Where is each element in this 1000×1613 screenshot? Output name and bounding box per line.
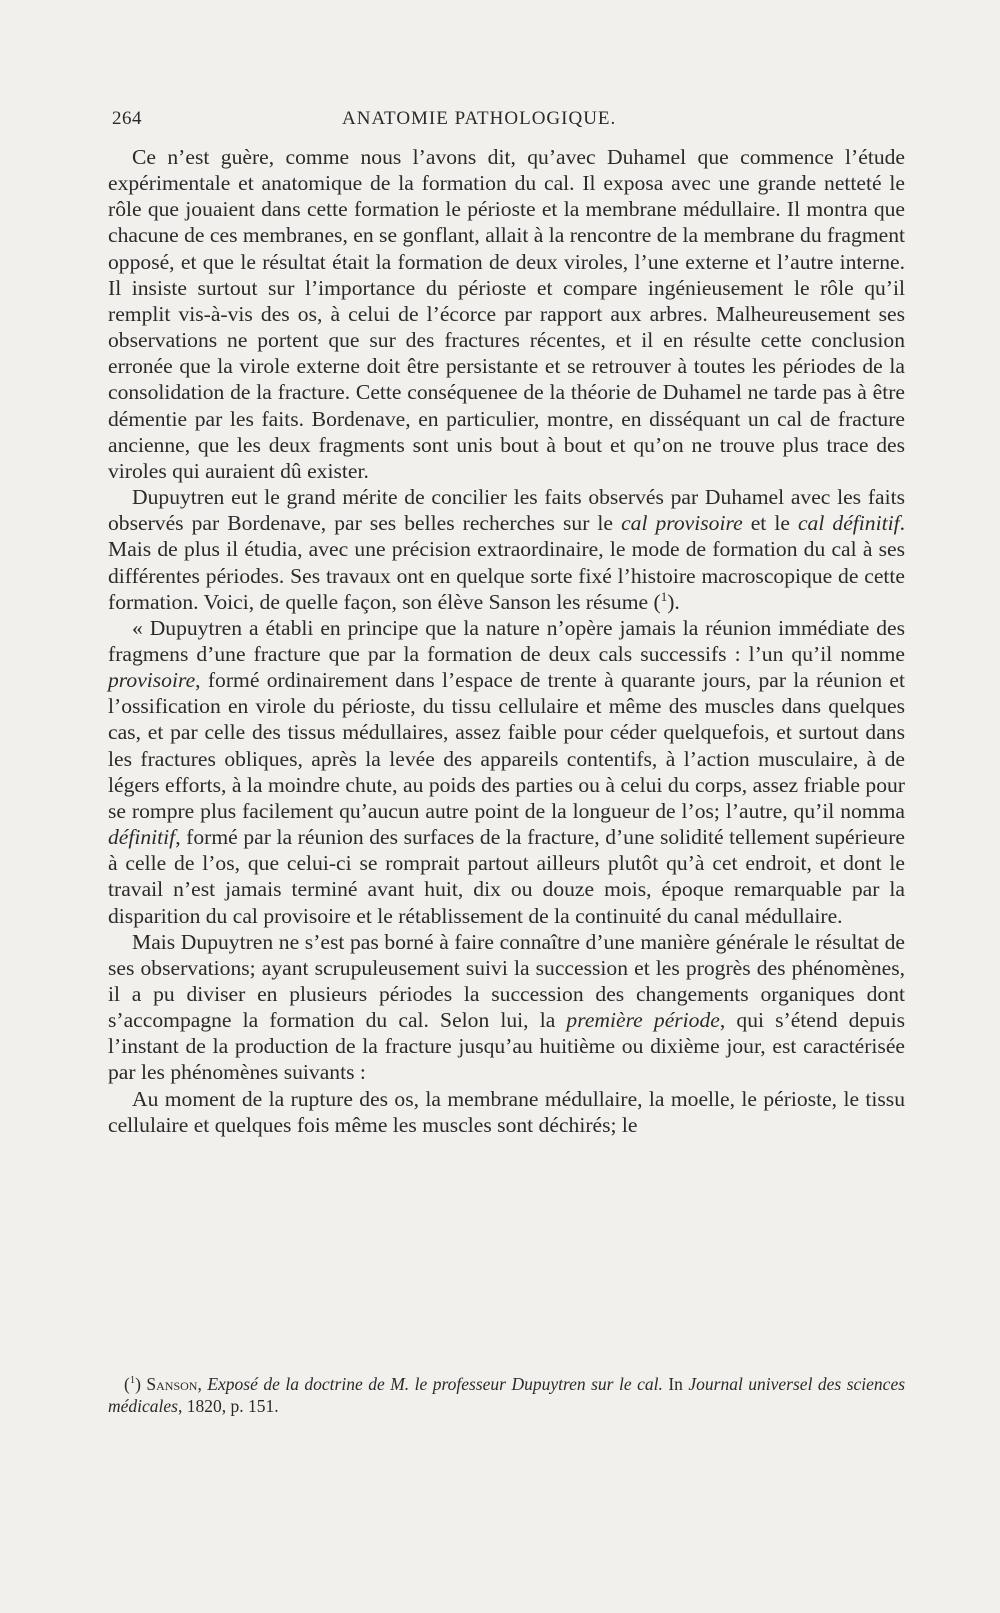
- footnote-title: Exposé de la doctrine de M. le professeur Dupuytren sur le cal.: [207, 1374, 663, 1394]
- paragraph-2-text: et le: [742, 511, 798, 536]
- paragraph-5-text: Au moment de la rupture des os, la membrane médullaire, la moelle, le périoste, le tissu cellulaire et quelques fois même les muscles sont déchirés; le: [108, 1086, 905, 1137]
- footnote: [108, 1373, 905, 1417]
- italic-term: cal définitif: [797, 511, 900, 536]
- footnote-text: ($^1$) Sanson, Exposé de la doctrine de M. le professeur Dupuytren sur le cal. In Journal universel des sciences médicales, 1820, p. 151.: [108, 1374, 906, 1416]
- paragraph-4-text: , qui s’étend depuis l’instant de la production de la fracture jusqu’au huitième ou dixième jour, est caractérisée par les phénomènes suivants :: [108, 1008, 905, 1085]
- footnote-reference: 1: [660, 588, 668, 604]
- body-text: [108, 144, 905, 1138]
- paragraph-2-text: Dupuytren eut le grand mérite de concilier les faits observés par Duhamel avec les faits observés par Bordenave, par ses belles recherches sur le: [108, 485, 905, 536]
- footnote-journal: Journal universel des sciences médicales: [108, 1374, 906, 1416]
- page-number: 264: [112, 108, 142, 129]
- paragraph-5: [108, 1086, 905, 1138]
- paragraph-3-text: , formé ordinairement dans l’espace de trente à quarante jours, par la réunion et l’ossification en virole du périoste, du tissu cellulaire et même des muscles dans quelques cas, et par celle des tissus médullaires, assez faible pour céder quelquefois, et surtout dans les fractures obliques, après la levée des appareils contentifs, à l’action musculaire, à de légers efforts, à la moindre chute, au poids des parties ou à celui du corps, assez friable pour se rompre plus facilement qu’aucun autre point de la longueur de l’os; l’autre, qu’il nomma: [108, 668, 905, 823]
- footnote-citation: , 1820, p. 151.: [177, 1396, 279, 1416]
- paragraph-2-text: . Mais de plus il étudia, avec une précision extraordinaire, le mode de formation du cal à ses différentes périodes. Ses travaux ont en quelque sorte fixé l’histoire macroscopique de cette formation. Voici, de quelle façon, son élève Sanson les résume (: [108, 511, 905, 614]
- paragraph-1: [108, 144, 905, 484]
- paragraph-3: [108, 615, 905, 929]
- paragraph-3-text: « Dupuytren a établi en principe que la nature n’opère jamais la réunion immédiate des fragmens d’une fracture que par la formation de deux cals successifs : l’un qu’il nomme: [108, 615, 905, 666]
- running-title: ANATOMIE PATHOLOGIQUE.: [342, 108, 617, 129]
- footnote-marker: 1: [129, 1375, 136, 1387]
- paragraph-4: [108, 929, 905, 1086]
- paragraph-3-text: , formé par la réunion des surfaces de la fracture, d’une solidité tellement supérieure à celle de l’os, que celui-ci se romprait partout ailleurs plutôt qu’à cet endroit, et dont le travail n’est jamais terminé avant huit, dix ou douze mois, époque remarquable par la disparition du cal provisoire et le rétablissement de la continuité du canal médullaire.: [108, 825, 905, 928]
- italic-term: définitif: [108, 825, 176, 850]
- italic-term: cal provisoire: [621, 511, 743, 536]
- italic-term: provisoire: [108, 668, 196, 693]
- paragraph-4-text: Mais Dupuytren ne s’est pas borné à faire connaître d’une manière générale le résultat de ses observations; ayant scrupuleusement suivi la succession et les progrès des phénomènes, il a pu diviser en plusieurs périodes la succession des changements organiques dont s’accompagne la formation du cal. Selon lui, la: [108, 929, 905, 1033]
- footnote-in: In: [662, 1374, 689, 1394]
- paragraph-1-text: Ce n’est guère, comme nous l’avons dit, qu’avec Duhamel que commence l’étude expérimentale et anatomique de la formation du cal. Il exposa avec une grande netteté le rôle que jouaient dans cette formation le périoste et la membrane médullaire. Il montra que chacune de ces membranes, en se gonflant, allait à la rencontre de la membrane du fragment opposé, et que le résultat était la formation de deux viroles, l’une externe et l’autre interne. Il insiste surtout sur l’importance du périoste et compare ingénieusement le rôle qu’il remplit vis-à-vis des os, à celui de l’écorce par rapport aux arbres. Malheureusement ses observations ne portent que sur des fractures récentes, et il en résulte cette conclusion erronée que la virole externe doit être persistante et se retrouver à toutes les périodes de la consolidation de la fracture. Cette conséquenee de la théorie de Duhamel ne tarde pas à être démentie par les faits. Bordenave, en particulier, montre, en disséquant un cal de fracture ancienne, que les deux fragments sont unis bout à bout et qu’on ne trouve plus trace des viroles qui auraient dû exister.: [108, 145, 905, 483]
- italic-term: première période: [566, 1008, 720, 1033]
- page-header: [112, 108, 902, 130]
- paragraph-2: [108, 484, 905, 615]
- footnote-author: Sanson: [146, 1374, 198, 1394]
- paragraph-2-text: ).: [667, 589, 680, 614]
